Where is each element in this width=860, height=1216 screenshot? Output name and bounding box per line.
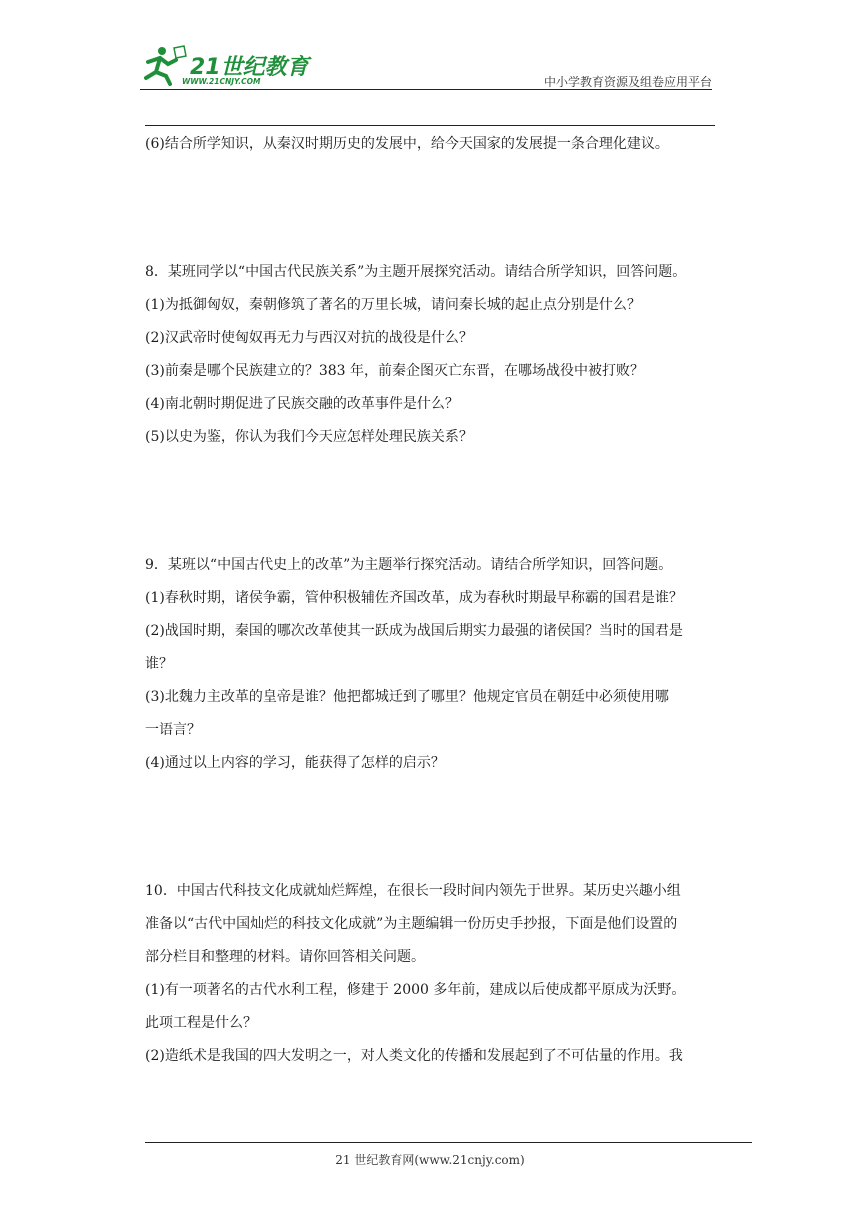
question-10-line: 部分栏目和整理的材料。请你回答相关问题。 [145,949,425,965]
document-body [145,128,717,1073]
footer-divider [145,1142,752,1143]
question-9-stem: 9．某班以“中国古代史上的改革”为主题举行探究活动。请结合所学知识，回答问题。 [145,557,673,573]
question-10-line: 准备以“古代中国灿烂的科技文化成就”为主题编辑一份历史手抄报，下面是他们设置的 [145,916,678,932]
question-10-line: 此项工程是什么？ [145,1015,257,1031]
question-9-line: (2)战国时期，秦国的哪次改革使其一跃成为战国后期实力最强的诸侯国？当时的国君是 [145,623,683,639]
question-9-line: (3)北魏力主改革的皇帝是谁？他把都城迁到了哪里？他规定官员在朝廷中必须使用哪 [145,689,669,705]
question-7-item-6: (6)结合所学知识，从秦汉时期历史的发展中，给今天国家的发展提一条合理化建议。 [145,136,669,152]
page-footer: 21 世纪教育网(www.21cnjy.com) [335,1153,525,1167]
question-8-item: (4)南北朝时期促进了民族交融的改革事件是什么？ [145,396,459,412]
question-10-line: 10．中国古代科技文化成就灿烂辉煌，在很长一段时间内领先于世界。某历史兴趣小组 [145,883,681,899]
logo [140,40,310,90]
header-platform-label: 中小学教育资源及组卷应用平台 [543,75,712,89]
question-10 [145,875,717,1073]
question-9 [145,549,717,780]
logo-url: WWW.21CNJY.COM [182,77,261,86]
logo-text: 21世纪教育 [190,55,309,80]
question-8-item: (1)为抵御匈奴，秦朝修筑了著名的万里长城，请问秦长城的起止点分别是什么？ [145,297,641,313]
question-8-item: (2)汉武帝时使匈奴再无力与西汉对抗的战役是什么？ [145,330,473,346]
question-9-line: (4)通过以上内容的学习，能获得了怎样的启示？ [145,755,445,771]
question-9-line: (1)春秋时期，诸侯争霸，管仲积极辅佐齐国改革，成为春秋时期最早称霸的国君是谁？ [145,590,683,606]
question-8-stem: 8．某班同学以“中国古代民族关系”为主题开展探究活动。请结合所学知识，回答问题。 [145,264,687,280]
question-8-item: (5)以史为鉴，你认为我们今天应怎样处理民族关系？ [145,429,473,445]
header-divider [140,89,712,90]
question-8 [145,256,717,454]
question-10-line: (2)造纸术是我国的四大发明之一，对人类文化的传播和发展起到了不可估量的作用。我 [145,1048,683,1064]
question-9-line: 谁？ [145,656,173,672]
question-10-line: (1)有一项著名的古代水利工程，修建于 2000 多年前，建成以后使成都平原成为沃野。 [145,982,686,998]
question-8-item: (3)前秦是哪个民族建立的？383 年，前秦企图灭亡东晋，在哪场战役中被打败？ [145,363,645,379]
content-top-divider [145,125,715,126]
question-9-line: 一语言？ [145,722,201,738]
page-header [140,40,712,90]
